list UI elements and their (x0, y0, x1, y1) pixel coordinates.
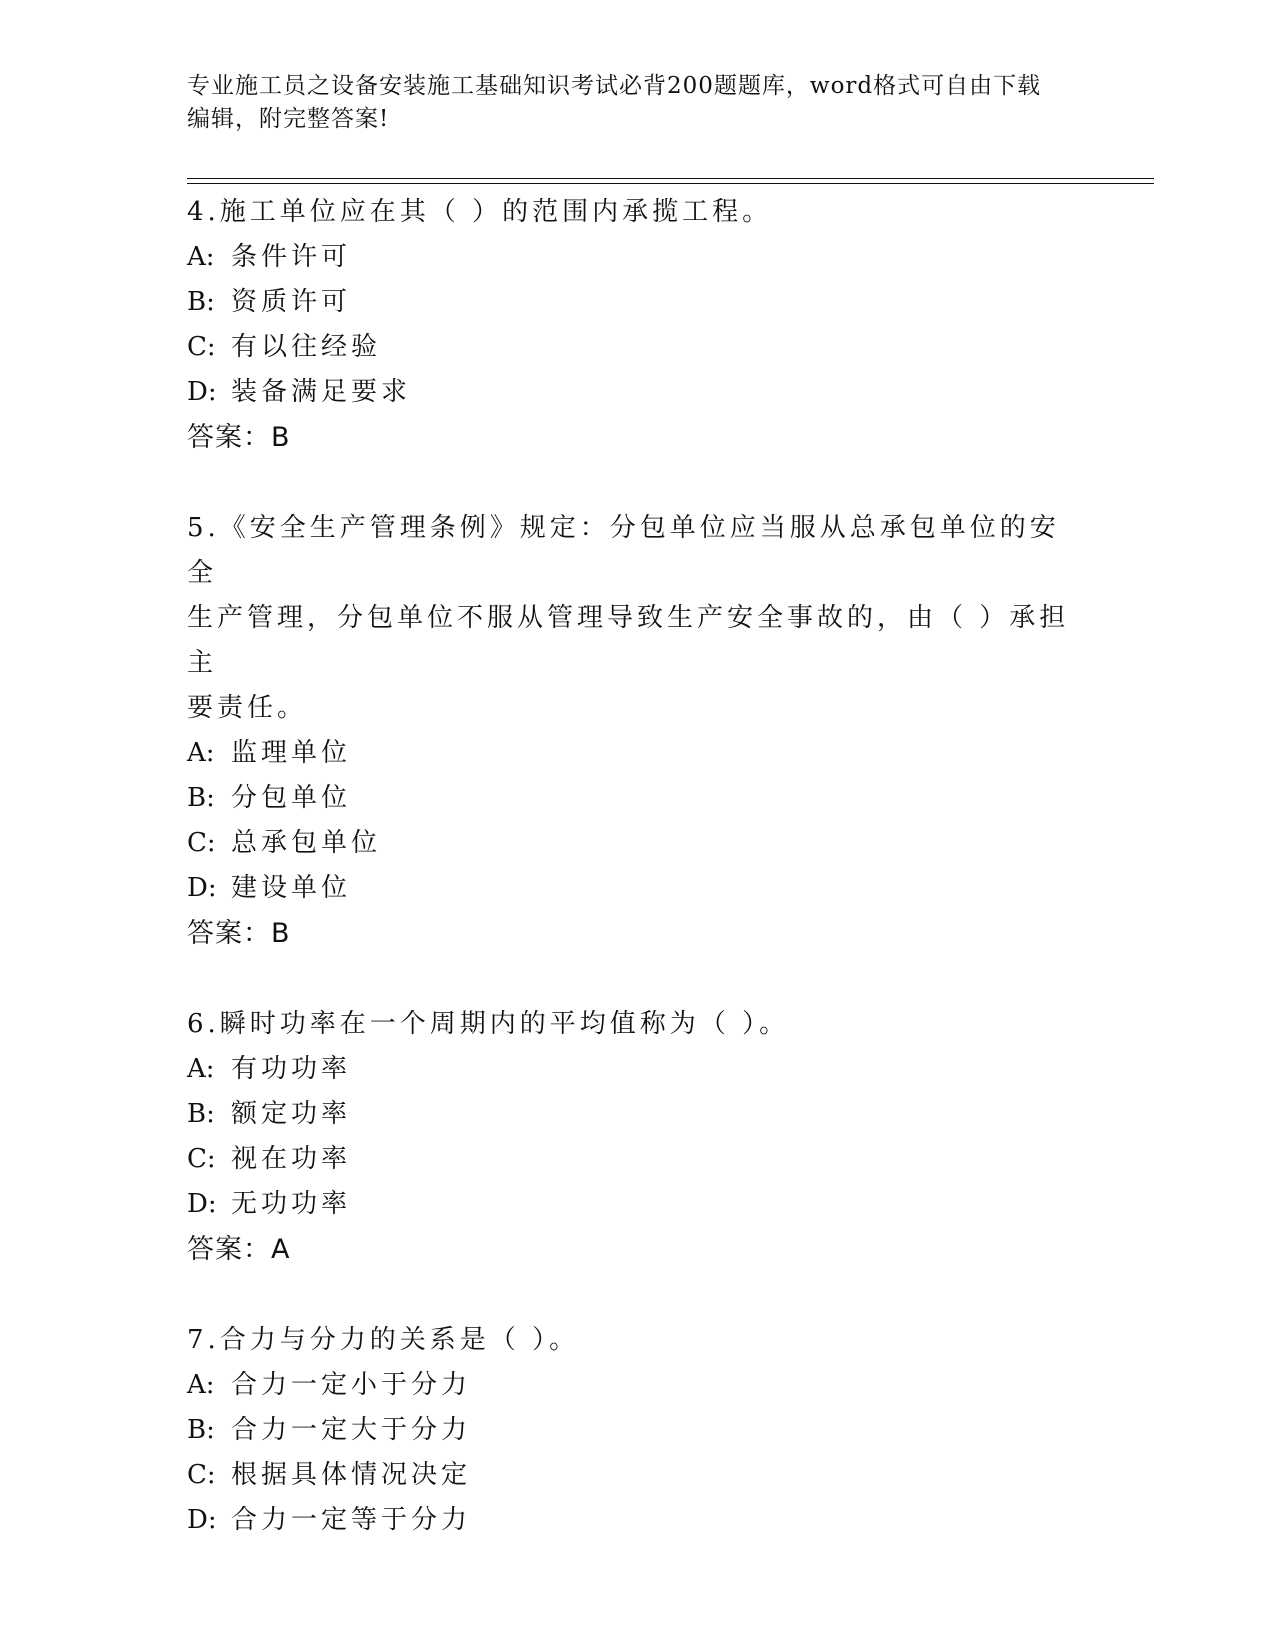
option-text: 有功功率 (231, 1054, 352, 1084)
option-letter: B: (187, 1099, 215, 1129)
answer-option (187, 731, 1087, 776)
answer-option (187, 235, 1087, 280)
option-text: 资质许可 (231, 287, 352, 317)
answer-option (187, 1182, 1087, 1227)
answer-option (187, 1363, 1087, 1408)
answer-option (187, 370, 1087, 415)
option-text: 无功功率 (231, 1189, 352, 1219)
document-header (187, 70, 1067, 136)
option-letter: B: (187, 287, 215, 317)
option-letter: D: (187, 1505, 217, 1535)
answer-option (187, 1498, 1087, 1543)
question-list (187, 190, 1087, 1589)
option-letter: C: (187, 828, 216, 858)
option-letter: A: (187, 738, 215, 768)
option-text: 建设单位 (231, 873, 352, 903)
option-text: 装备满足要求 (231, 377, 412, 407)
option-letter: C: (187, 332, 216, 362)
header-line-2: 编辑，附完整答案! (187, 106, 390, 132)
answer-option (187, 1047, 1087, 1092)
header-divider-top (187, 178, 1154, 179)
question-stem: 生产管理，分包单位不服从管理导致生产安全事故的，由（ ）承担主 (187, 603, 1070, 678)
answer-option (187, 325, 1087, 370)
option-letter: C: (187, 1460, 216, 1490)
question-stem: 6.瞬时功率在一个周期内的平均值称为（ ）。 (187, 1009, 790, 1039)
question-stem: 5.《安全生产管理条例》规定：分包单位应当服从总承包单位的安全 (187, 513, 1060, 588)
option-text: 监理单位 (231, 738, 352, 768)
question-stem: 要责任。 (187, 693, 308, 723)
answer-option (187, 1408, 1087, 1453)
option-letter: A: (187, 1370, 215, 1400)
option-text: 分包单位 (231, 783, 352, 813)
header-line-1: 专业施工员之设备安装施工基础知识考试必背200题题库，word格式可自由下载 (187, 73, 1042, 99)
option-letter: D: (187, 1189, 217, 1219)
answer-option (187, 821, 1087, 866)
answer-option (187, 866, 1087, 911)
question-block (187, 1002, 1087, 1272)
answer-option (187, 1092, 1087, 1137)
option-letter: D: (187, 377, 217, 407)
option-text: 合力一定等于分力 (231, 1505, 472, 1535)
option-text: 根据具体情况决定 (231, 1460, 472, 1490)
question-block (187, 506, 1087, 956)
option-text: 额定功率 (231, 1099, 352, 1129)
answer-key: 答案：B (187, 422, 291, 453)
option-letter: B: (187, 1415, 215, 1445)
option-text: 有以往经验 (231, 332, 382, 362)
answer-option (187, 1453, 1087, 1498)
option-text: 合力一定大于分力 (231, 1415, 472, 1445)
question-block (187, 1318, 1087, 1543)
answer-option (187, 776, 1087, 821)
option-text: 视在功率 (231, 1144, 352, 1174)
option-letter: C: (187, 1144, 216, 1174)
option-letter: B: (187, 783, 215, 813)
answer-option (187, 280, 1087, 325)
option-text: 合力一定小于分力 (231, 1370, 472, 1400)
question-stem: 7.合力与分力的关系是（ ）。 (187, 1325, 580, 1355)
question-block (187, 190, 1087, 460)
option-letter: A: (187, 1054, 215, 1084)
question-stem: 4.施工单位应在其（ ）的范围内承揽工程。 (187, 197, 773, 227)
answer-key: 答案：B (187, 918, 291, 949)
option-text: 总承包单位 (231, 828, 382, 858)
option-text: 条件许可 (231, 242, 352, 272)
option-letter: A: (187, 242, 215, 272)
answer-key: 答案：A (187, 1234, 291, 1265)
answer-option (187, 1137, 1087, 1182)
option-letter: D: (187, 873, 217, 903)
header-divider-bottom (187, 183, 1154, 184)
